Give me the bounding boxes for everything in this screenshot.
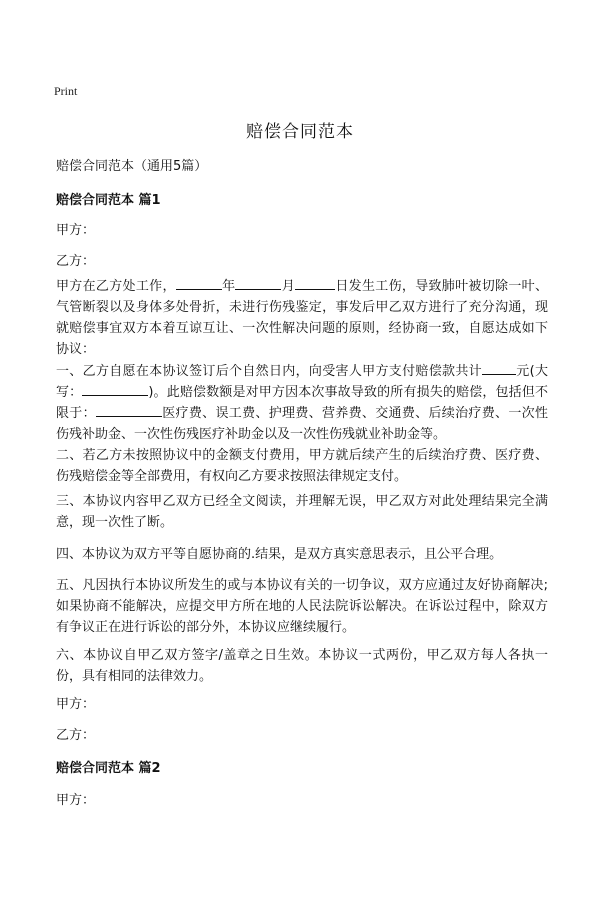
page-title: 赔偿合同范本 xyxy=(246,122,354,142)
section-2-party-a-label: 甲方： xyxy=(56,793,96,808)
intro-text-1: 甲方在乙方处工作， xyxy=(56,279,176,294)
clause-5: 五、凡因执行本协议所发生的或与本协议有关的一切争议，双方应通过友好协商解决;如果协商不能解决，应提交甲方所在地的人民法院诉讼解决。在诉讼过程中，除双方有争议正在进行诉讼的部分外，本协议应继续履行。 xyxy=(56,578,548,635)
clause-1-text-1: 一、乙方自愿在本协议签订后个自然日内，向受害人甲方支付赔偿款共计 xyxy=(56,364,482,379)
section-heading-1: 赔偿合同范本 篇1 xyxy=(56,193,161,208)
sign-party-a-label: 甲方： xyxy=(56,697,96,712)
amount-uppercase-blank xyxy=(82,383,148,396)
sign-party-b-label: 乙方： xyxy=(56,728,96,743)
clause-1-text-4: 医疗费、误工费、护理费、营养费、交通费、后续治疗费、一次性伤残补助金、一次性伤残医疗补助金以及一次性伤残就业补助金等。 xyxy=(56,406,548,442)
intro-paragraph xyxy=(56,276,548,360)
items-blank xyxy=(96,404,162,417)
party-b-label: 乙方： xyxy=(56,254,96,269)
document-subtitle: 赔偿合同范本（通用5篇） xyxy=(56,159,208,174)
clause-2: 二、若乙方未按照协议中的金额支付费用，甲方就后续产生的后续治疗费、医疗费、伤残赔偿金等全部费用，有权向乙方要求按照法律规定支付。 xyxy=(56,448,548,484)
day-blank xyxy=(295,277,335,290)
party-a-label: 甲方： xyxy=(56,223,96,238)
section-heading-2: 赔偿合同范本 篇2 xyxy=(56,761,161,776)
print-link[interactable]: Print xyxy=(54,84,78,98)
clause-3: 三、本协议内容甲乙双方已经全文阅读，并理解无误，甲乙双方对此处理结果完全满意，现一次性了断。 xyxy=(56,494,548,530)
clause-4: 四、本协议为双方平等自愿协商的.结果，是双方真实意思表示，且公平合理。 xyxy=(56,547,503,562)
intro-text-2: 年 xyxy=(221,279,236,294)
intro-text-3: 月 xyxy=(281,279,296,294)
month-blank xyxy=(235,277,281,290)
clause-1-text-2: 元(大写： xyxy=(56,364,548,400)
intro-text-4: 日发生工伤，导致肺叶被切除一叶、气管断裂以及身体多处骨折，未进行伤残鉴定，事发后甲乙双方进行了充分沟通，现就赔偿事宜双方本着互谅互让、一次性解决问题的原则，经协商一致，自愿达成如下协议： xyxy=(56,279,548,357)
amount-blank xyxy=(482,362,516,375)
clause-1 xyxy=(56,361,548,445)
clause-6: 六、本协议自甲乙双方签字/盖章之日生效。本协议一式两份，甲乙双方每人各执一份，具有相同的法律效力。 xyxy=(56,648,548,684)
clause-1-text-3: )。此赔偿数额是对甲方因本次事故导致的所有损失的赔偿，包括但不限于： xyxy=(56,385,548,421)
year-blank xyxy=(176,277,222,290)
